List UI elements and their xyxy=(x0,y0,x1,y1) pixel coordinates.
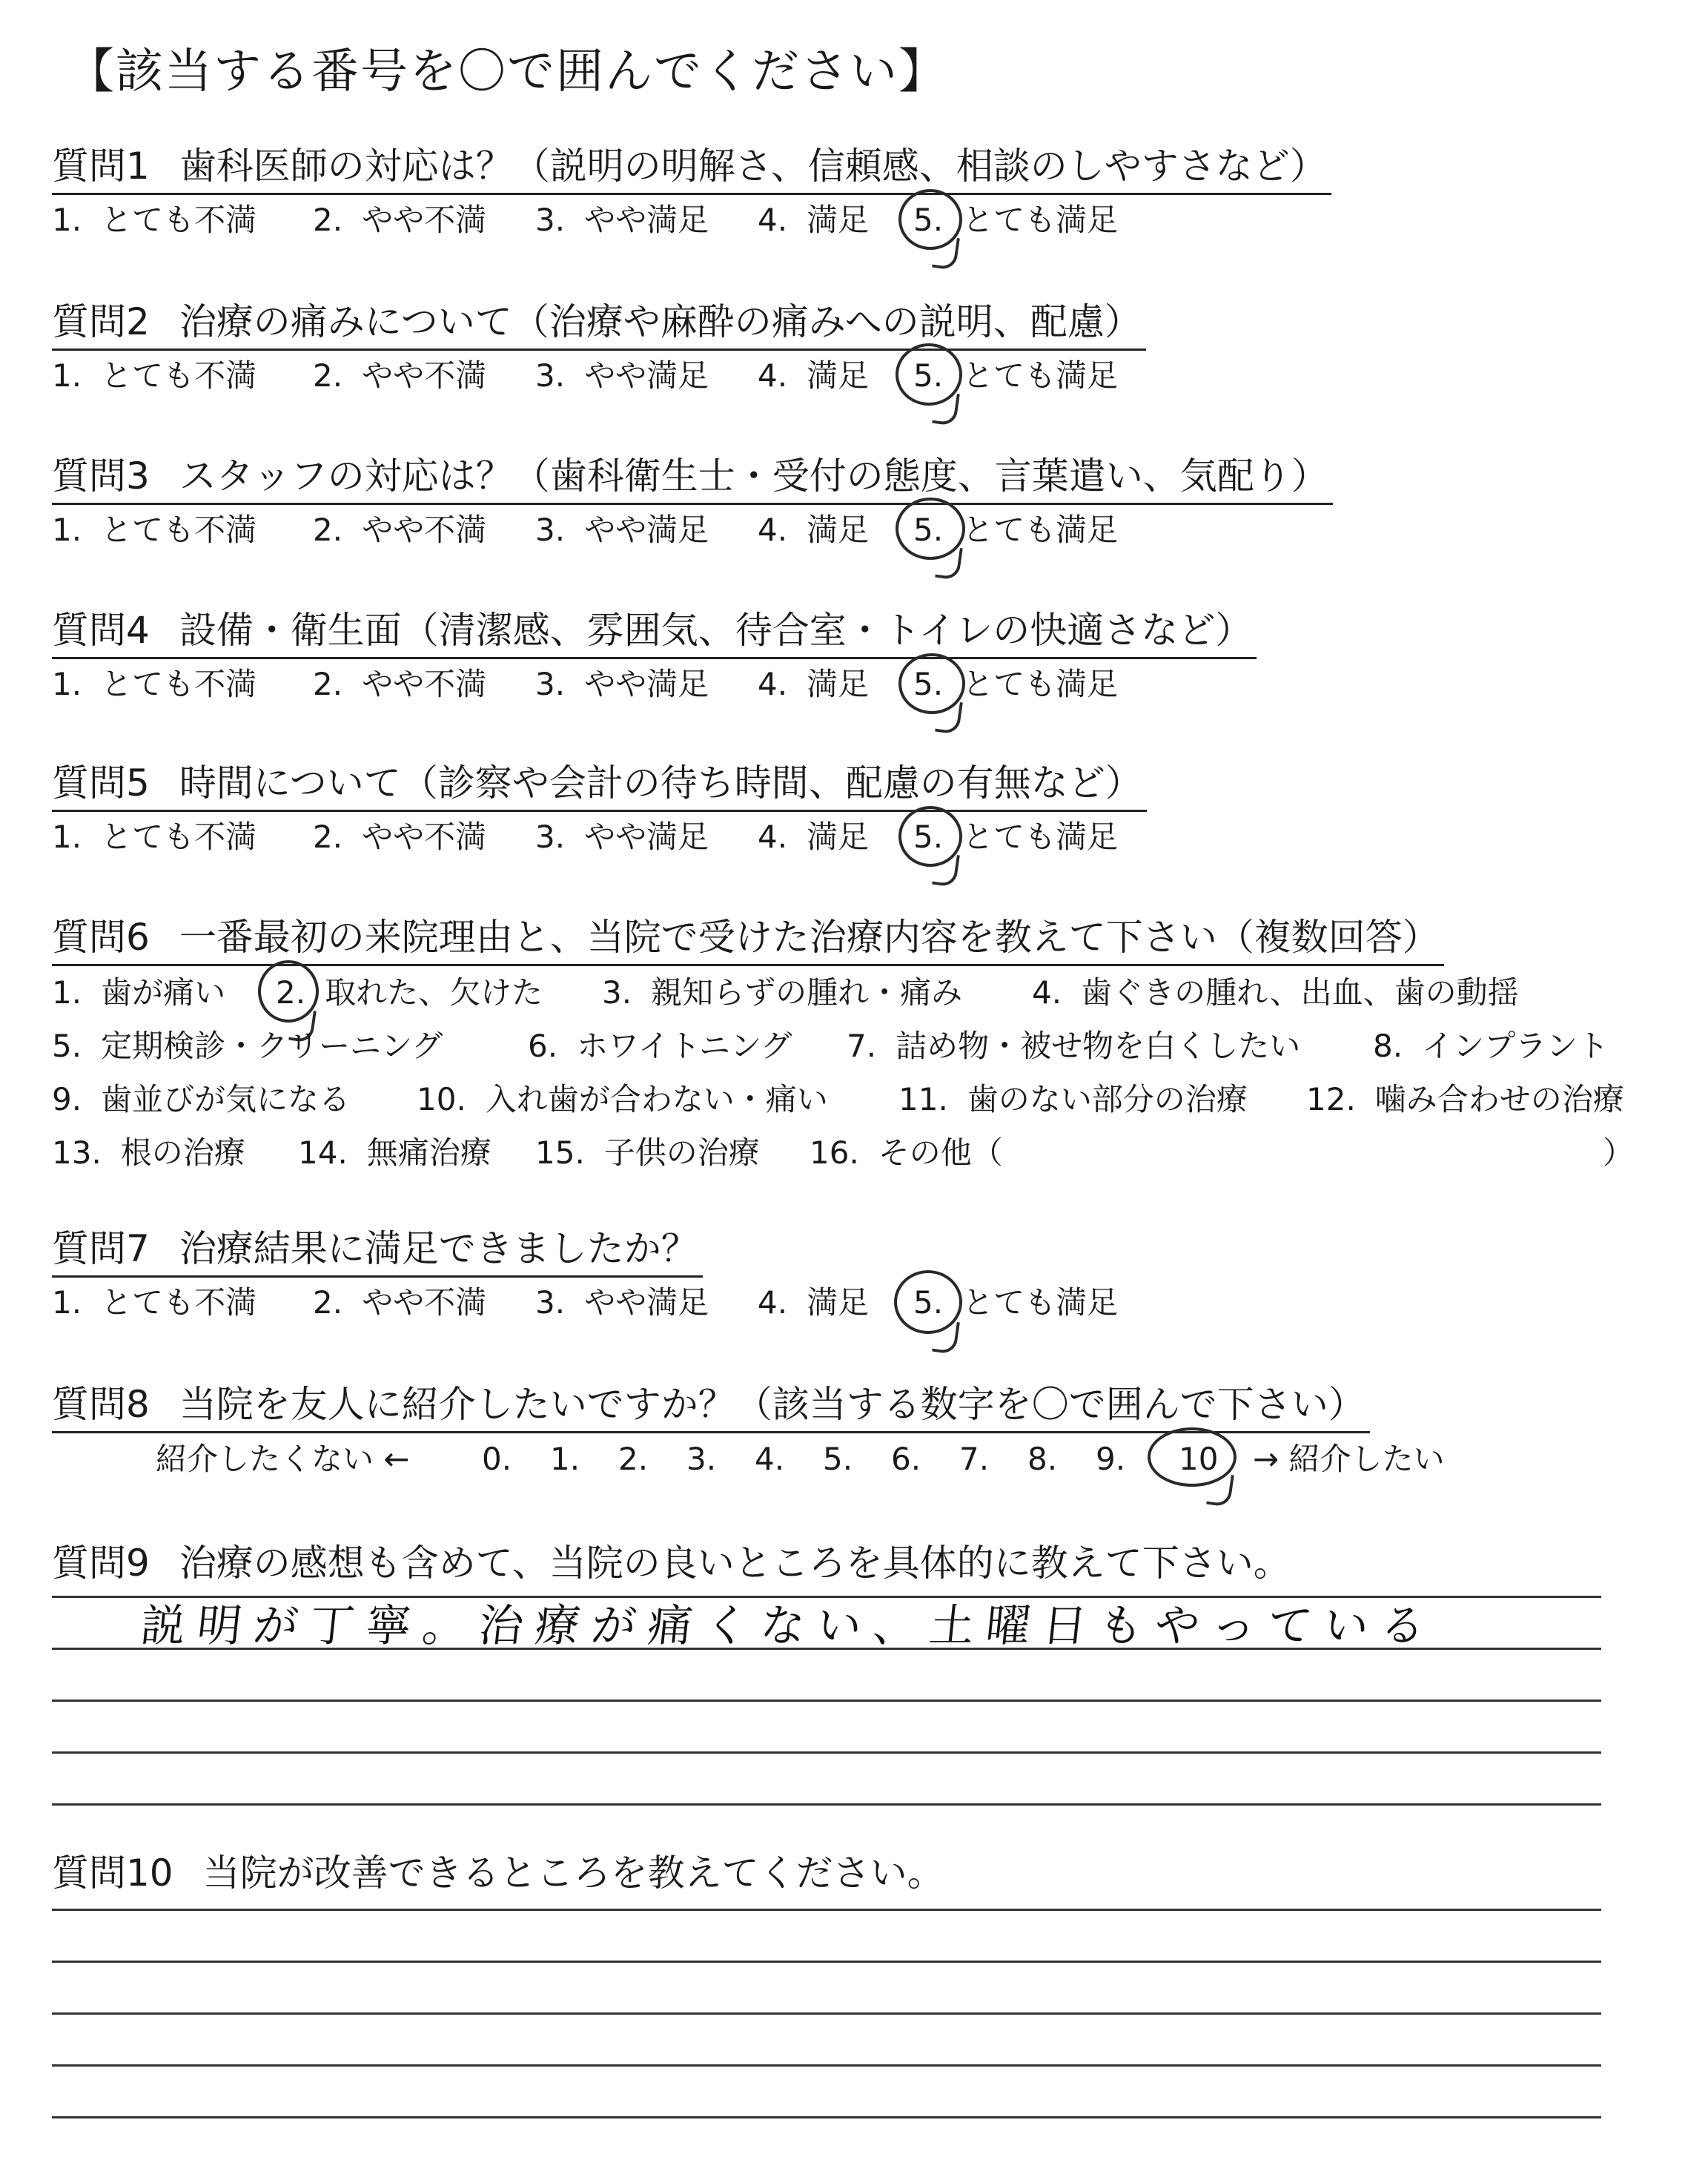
option-1[interactable]: 1. とても不満 xyxy=(52,202,257,238)
option-3[interactable]: 3. やや満足 xyxy=(535,819,709,855)
question-2 xyxy=(52,295,1653,401)
question-text: 当院を友人に紹介したいですか？（該当する数字を〇で囲んで下さい） xyxy=(179,1383,1366,1426)
option-item[interactable]: 1. 歯が痛い xyxy=(52,974,226,1011)
page-title: 【該当する番号を〇で囲んでください】 xyxy=(67,44,947,99)
question-text: 治療の痛みについて（治療や麻酔の痛みへの説明、配慮） xyxy=(179,300,1142,343)
question-heading xyxy=(52,295,1146,351)
scale-option-4[interactable]: 4. xyxy=(755,1441,785,1477)
answer-line xyxy=(52,1596,1601,1598)
option-5[interactable]: 5. とても満足 xyxy=(913,819,1119,855)
answer-line xyxy=(52,1803,1601,1806)
option-item[interactable]: 3. 親知らずの腫れ・痛み xyxy=(602,974,963,1011)
option-5[interactable]: 5. とても満足 xyxy=(913,1284,1119,1321)
option-2[interactable]: 2. やや不満 xyxy=(313,512,487,548)
question-number: 質問10 xyxy=(52,1852,173,1895)
question-1 xyxy=(52,139,1653,245)
question-heading xyxy=(52,911,1444,966)
question-number: 質問2 xyxy=(52,300,150,343)
question-number: 質問3 xyxy=(52,455,150,498)
multi-choice-options xyxy=(52,966,1653,1180)
question-heading xyxy=(52,1378,1370,1433)
scale-option-10[interactable]: 10 xyxy=(1179,1441,1219,1477)
option-3[interactable]: 3. やや満足 xyxy=(535,666,709,702)
option-item[interactable]: 10. 入れ歯が合わない・痛い xyxy=(417,1081,828,1117)
option-1[interactable]: 1. とても不満 xyxy=(52,1284,257,1321)
rating-options xyxy=(52,1278,1653,1328)
rating-options xyxy=(52,351,1653,401)
option-2[interactable]: 2. やや不満 xyxy=(313,819,487,855)
question-text: 時間について（診察や会計の待ち時間、配慮の有無など） xyxy=(179,762,1142,805)
option-3[interactable]: 3. やや満足 xyxy=(535,202,709,238)
question-heading xyxy=(52,139,1331,195)
option-3[interactable]: 3. やや満足 xyxy=(535,512,709,548)
question-heading xyxy=(52,756,1147,812)
answer-line xyxy=(52,1961,1601,1963)
option-1[interactable]: 1. とても不満 xyxy=(52,819,257,855)
scale-option-6[interactable]: 6. xyxy=(891,1441,921,1477)
question-4 xyxy=(52,604,1653,710)
answer-line xyxy=(52,2064,1601,2067)
scale-right-label: → 紹介したい xyxy=(1253,1441,1445,1477)
question-text: 歯科医師の対応は？（説明の明解さ、信頼感、相談のしやすさなど） xyxy=(179,145,1327,188)
option-5[interactable]: 5. とても満足 xyxy=(913,202,1119,238)
answer-line xyxy=(52,1909,1601,1911)
option-row xyxy=(52,1126,1653,1180)
option-5[interactable]: 5. とても満足 xyxy=(913,666,1119,702)
question-10 xyxy=(52,1846,1653,1900)
question-7 xyxy=(52,1222,1653,1328)
option-item[interactable]: 9. 歯並びが気になる xyxy=(52,1081,351,1117)
scale-option-2[interactable]: 2. xyxy=(618,1441,649,1477)
option-item[interactable]: 12. 噛み合わせの治療 xyxy=(1306,1081,1624,1117)
question-number: 質問7 xyxy=(52,1227,150,1270)
scale-option-1[interactable]: 1. xyxy=(550,1441,580,1477)
option-item[interactable]: 7. 詰め物・被せ物を白くしたい xyxy=(847,1028,1301,1064)
handwritten-answer[interactable]: 説明が丁寧。治療が痛くない、土曜日もやっている xyxy=(138,1600,1440,1652)
option-item[interactable]: 2. 取れた、欠けた xyxy=(276,974,543,1011)
question-text: 治療結果に満足できましたか？ xyxy=(179,1227,698,1270)
question-5 xyxy=(52,756,1653,862)
option-2[interactable]: 2. やや不満 xyxy=(313,1284,487,1321)
option-item[interactable]: 8. インプラント xyxy=(1373,1028,1609,1064)
answer-line xyxy=(52,1648,1601,1650)
option-4[interactable]: 4. 満足 xyxy=(758,666,870,702)
option-4[interactable]: 4. 満足 xyxy=(758,202,870,238)
question-9 xyxy=(52,1536,1653,1590)
answer-line xyxy=(52,1700,1601,1702)
option-row xyxy=(52,966,1653,1020)
scale-option-3[interactable]: 3. xyxy=(686,1441,717,1477)
question-heading xyxy=(52,1846,1653,1900)
scale-option-0[interactable]: 0. xyxy=(482,1441,512,1477)
question-text: 当院が改善できるところを教えてください。 xyxy=(202,1852,944,1895)
recommend-scale xyxy=(52,1433,1653,1485)
option-5[interactable]: 5. とても満足 xyxy=(913,357,1119,394)
question-number: 質問1 xyxy=(52,145,150,188)
answer-line xyxy=(52,2116,1601,2118)
rating-options xyxy=(52,659,1653,710)
option-2[interactable]: 2. やや不満 xyxy=(313,357,487,394)
question-number: 質問9 xyxy=(52,1542,150,1585)
question-heading xyxy=(52,1536,1653,1590)
question-heading xyxy=(52,1222,703,1278)
question-text: 設備・衛生面（清潔感、雰囲気、待合室・トイレの快適さなど） xyxy=(179,609,1253,652)
question-number: 質問6 xyxy=(52,916,150,959)
question-text: 一番最初の来院理由と、当院で受けた治療内容を教えて下さい（複数回答） xyxy=(179,916,1440,959)
option-1[interactable]: 1. とても不満 xyxy=(52,357,257,394)
option-4[interactable]: 4. 満足 xyxy=(758,1284,870,1321)
option-row xyxy=(52,1073,1653,1126)
scale-option-5[interactable]: 5. xyxy=(823,1441,853,1477)
question-3 xyxy=(52,449,1653,555)
question-number: 質問8 xyxy=(52,1383,150,1426)
rating-options xyxy=(52,505,1653,555)
option-3[interactable]: 3. やや満足 xyxy=(535,357,709,394)
option-3[interactable]: 3. やや満足 xyxy=(535,1284,709,1321)
option-item[interactable]: 5. 定期検診・クリーニング xyxy=(52,1028,443,1064)
question-text: スタッフの対応は？（歯科衛生士・受付の態度、言葉遣い、気配り） xyxy=(179,455,1328,498)
option-4[interactable]: 4. 満足 xyxy=(758,819,870,855)
scale-option-8[interactable]: 8. xyxy=(1027,1441,1058,1477)
question-heading xyxy=(52,449,1333,505)
scale-left-label: 紹介したくない ← xyxy=(156,1441,410,1477)
option-item[interactable]: 6. ホワイトニング xyxy=(528,1028,792,1064)
scale-option-9[interactable]: 9. xyxy=(1096,1441,1126,1477)
option-1[interactable]: 1. とても不満 xyxy=(52,512,257,548)
question-number: 質問5 xyxy=(52,762,150,805)
option-1[interactable]: 1. とても不満 xyxy=(52,666,257,702)
option-2[interactable]: 2. やや不満 xyxy=(313,666,487,702)
option-item[interactable]: 15. 子供の治療 xyxy=(535,1135,760,1171)
option-item[interactable]: 13. 根の治療 xyxy=(52,1135,245,1171)
other-close-paren: ） xyxy=(1603,1135,1635,1171)
question-8 xyxy=(52,1378,1653,1485)
question-heading xyxy=(52,604,1257,659)
option-item-other[interactable]: 16. その他（ xyxy=(810,1135,1003,1171)
option-item[interactable]: 11. 歯のない部分の治療 xyxy=(898,1081,1248,1117)
option-row xyxy=(52,1020,1653,1073)
answer-line xyxy=(52,2012,1601,2015)
answer-line xyxy=(52,1751,1601,1754)
question-6 xyxy=(52,911,1653,1180)
rating-options xyxy=(52,812,1653,862)
question-number: 質問4 xyxy=(52,609,150,652)
option-5[interactable]: 5. とても満足 xyxy=(913,512,1119,548)
option-item[interactable]: 14. 無痛治療 xyxy=(298,1135,491,1171)
rating-options xyxy=(52,195,1653,245)
option-4[interactable]: 4. 満足 xyxy=(758,512,870,548)
option-item[interactable]: 4. 歯ぐきの腫れ、出血、歯の動揺 xyxy=(1032,974,1519,1011)
option-2[interactable]: 2. やや不満 xyxy=(313,202,487,238)
scale-option-7[interactable]: 7. xyxy=(959,1441,990,1477)
question-text: 治療の感想も含めて、当院の良いところを具体的に教えて下さい。 xyxy=(179,1542,1291,1585)
option-4[interactable]: 4. 満足 xyxy=(758,357,870,394)
